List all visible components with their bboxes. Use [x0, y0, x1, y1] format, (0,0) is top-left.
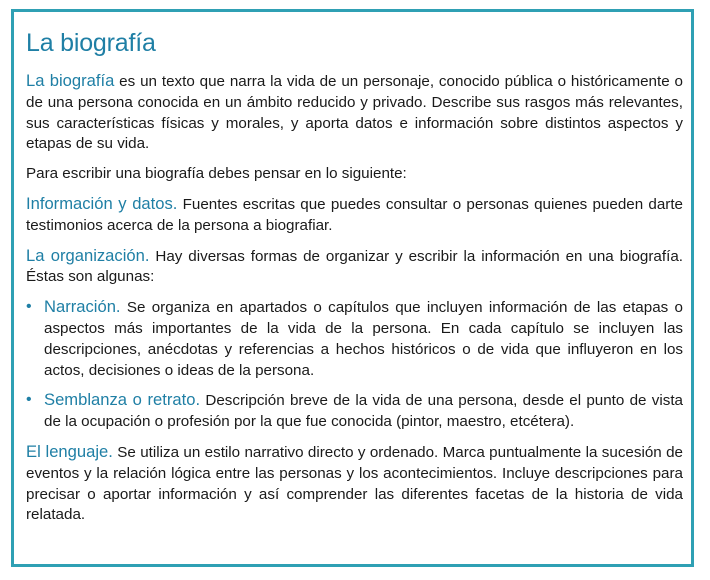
organization-paragraph: [26, 246, 683, 289]
language-paragraph: [26, 442, 683, 526]
bullet-icon: •: [26, 391, 32, 409]
bullet-text: Se organiza en apartados o capítulos que incluyen información de las etapas o aspectos más importantes de la vida de la persona. En cada capítulo se incluyen las descripciones, anécdotas y referencias a hechos históricos o de vida que influyeron en los actos, decisiones o ideas de la persona.: [44, 299, 683, 379]
intro-term: La biografía: [26, 71, 115, 90]
intro-paragraph: [26, 71, 683, 155]
bullet-term: Semblanza o retrato.: [44, 390, 201, 410]
info-text: Fuentes escritas que puedes consultar o personas quienes pueden darte testimonios acerca de la persona a biografiar.: [26, 195, 683, 234]
info-term: Información y datos.: [26, 193, 178, 213]
language-text: Se utiliza un estilo narrativo directo y ordenado. Marca puntualmente la sucesión de eventos y la relación lógica entre las personas y los acontecimientos. Incluye descripciones para precisar o aportar información y así comprender las diferentes facetas de la historia de vida relatada.: [26, 443, 683, 524]
intro-text: es un texto que narra la vida de un personaje, conocido pública o históricamente o de una persona conocida en un ámbito reducido y privado. Describe sus rasgos más relevantes, sus características físicas y morales, y aporta datos e información sobre distintos aspectos y etapas de su vida.: [26, 73, 683, 153]
language-term: El lenguaje.: [26, 441, 113, 461]
list-item: [26, 297, 683, 381]
info-paragraph: [26, 194, 683, 237]
organization-term: La organización.: [26, 245, 150, 265]
list-item: [26, 390, 683, 433]
organization-text: Hay diversas formas de organizar y escribir la información en una biografía. Éstas son algunas:: [26, 247, 683, 286]
bullet-term: Narración.: [44, 297, 121, 317]
page-title: La biografía: [26, 29, 156, 57]
bullet-list: [26, 297, 683, 433]
info-box: [11, 9, 694, 567]
lead-paragraph: Para escribir una biografía debes pensar en lo siguiente:: [26, 165, 407, 183]
info-box-content: [26, 28, 683, 535]
bullet-text: Descripción breve de la vida de una persona, desde el punto de vista de la ocupación o profesión por la que fue conocida (pintor, maestro, etcétera).: [44, 392, 683, 431]
bullet-icon: •: [26, 298, 32, 316]
